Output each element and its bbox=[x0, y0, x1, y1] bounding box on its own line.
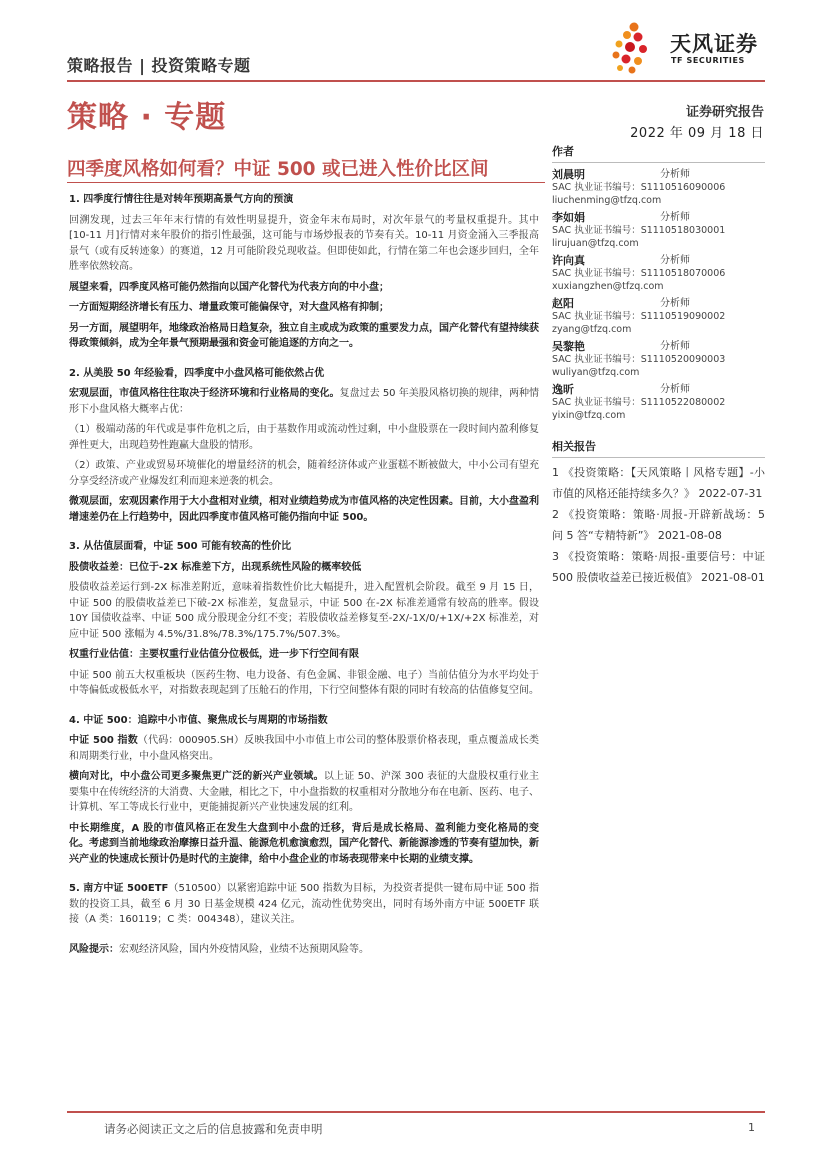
report-date: 2022 年 09 月 18 日 bbox=[630, 126, 764, 141]
author-cert: SAC 执业证书编号：S1110518030001 bbox=[552, 225, 726, 236]
author-email[interactable]: wuliyan@tfzq.com bbox=[552, 366, 640, 378]
paragraph-lead: 微观层面，宏观因素作用于大小盘相对业绩，相对业绩趋势成为市值风格的决定性因素。目前，大小盘盈利增速差仍在上行趋势中，因此四季度市值风格可能仍指向中证 500。 bbox=[69, 496, 539, 523]
author-cert: SAC 执业证书编号：S1110516090006 bbox=[552, 182, 726, 193]
paragraph-lead: 中证 500 指数 bbox=[69, 735, 138, 746]
author-name: 刘晨明 bbox=[552, 168, 585, 181]
report-type: 证券研究报告 bbox=[685, 105, 764, 120]
authors-heading: 作者 bbox=[552, 143, 765, 163]
paragraph-text: 复盘过去 50 年美股风格切换的规律，两种情形下小盘风格大概率占优： bbox=[69, 388, 540, 415]
section-heading: 1. 四季度行情往往是对转年预期高景气方向的预演 bbox=[69, 194, 294, 205]
section-heading: 4. 中证 500：追踪中小市值、聚焦成长与周期的市场指数 bbox=[69, 714, 328, 726]
related-heading: 相关报告 bbox=[552, 438, 765, 458]
logo-dots-icon bbox=[613, 23, 648, 74]
body-paragraph bbox=[69, 560, 539, 576]
author-name: 许向真 bbox=[552, 254, 585, 267]
author-entry bbox=[552, 296, 765, 336]
author-cert: SAC 执业证书编号：S1110520090003 bbox=[552, 354, 726, 365]
section-heading: 2. 从美股 50 年经验看，四季度中小盘风格可能依然占优 bbox=[69, 367, 325, 379]
related-reports bbox=[552, 438, 765, 588]
body-paragraph bbox=[69, 213, 539, 275]
sidebar bbox=[552, 143, 765, 588]
paragraph-text: 宏观经济风险，国内外疫情风险，业绩不达预期风险等。 bbox=[119, 943, 369, 955]
paragraph-lead: 股债收益差：已位于-2X 标准差下方，出现系统性风险的概率较低 bbox=[69, 561, 362, 573]
report-body bbox=[69, 192, 539, 962]
body-paragraph bbox=[69, 458, 539, 489]
related-list bbox=[552, 462, 765, 588]
logo-text-cn: 天风证券 bbox=[670, 32, 758, 56]
body-paragraph bbox=[69, 647, 539, 663]
paragraph-text: 股债收益差运行到-2X 标准差附近，意味着指数性价比大幅提升，进入配置机会阶段。截至 9 月 15 日，中证 500 的股债收益差已下破-2X 标准差，复盘显示，中证 500 在-2X 标准差通常有较高的胜率。假设 10Y 国债收益率、中证 500 成分股现金分红不变；若股债收益差修复至-2X/-1X/0/+1X/+2X 标准差，对应中证 500 涨幅为 4.5%/31.8%/78.3%/175.7%/507.3%。 bbox=[69, 582, 539, 640]
author-role: 分析师 bbox=[660, 255, 690, 266]
report-title: 四季度风格如何看？中证 500 或已进入性价比区间 bbox=[67, 159, 489, 180]
paragraph-lead: 展望来看，四季度风格可能仍然指向以国产化替代为代表方向的中小盘； bbox=[69, 281, 389, 293]
author-email[interactable]: lirujuan@tfzq.com bbox=[552, 237, 639, 249]
body-paragraph bbox=[69, 881, 539, 928]
paragraph-text: （代码：000905.SH）反映我国中小市值上市公司的整体股票价格表现，重点覆盖成长类和周期类行业，中小盘风格突出。 bbox=[69, 735, 539, 762]
disclaimer-note[interactable]: 请务必阅读正文之后的信息披露和免责申明 bbox=[104, 1122, 323, 1136]
paragraph-lead: 宏观层面，市值风格往往取决于经济环境和行业格局的变化。 bbox=[69, 388, 340, 399]
paragraph-text: （1）极端动荡的年代或是事件危机之后，由于基数作用或流动性过剩，中小盘股票在一段时间内盈利修复弹性更大，出现趋势性跑赢大盘股的情形。 bbox=[69, 424, 539, 451]
related-report-link[interactable]: 1 《投资策略：【天风策略丨风格专题】-小市值的风格还能持续多久？》 2022-07-31 bbox=[552, 466, 765, 500]
author-cert: SAC 执业证书编号：S1110518070006 bbox=[552, 268, 726, 279]
body-paragraph bbox=[69, 321, 539, 352]
paragraph-lead: 另一方面，展望明年，地缘政治格局日趋复杂，独立自主或成为政策的重要发力点，国产化替代有望持续获得政策倾斜，成为全年景气预期最强和资金可能追逐的方向之一。 bbox=[69, 322, 539, 349]
body-paragraph bbox=[69, 668, 539, 699]
body-paragraph bbox=[69, 422, 539, 453]
section-label: 策略 · 专题 bbox=[67, 100, 227, 135]
related-report-link[interactable]: 2 《投资策略：策略·周报-开辟新战场：5 问 5 答“专精特新”》 2021-08-08 bbox=[552, 508, 765, 542]
related-report-link[interactable]: 3 《投资策略：策略·周报-重要信号：中证 500 股债收益差已接近极值》 2021-08-01 bbox=[552, 550, 765, 584]
paragraph-text: 以上证 50、沪深 300 表征的大盘股权重行业主要集中在传统经济的大消费、大金融，相比之下，中小盘指数的权重相对分散地分布在电新、医药、电子、计算机、军工等成长行业中，更能捕捉新兴产业快速发展的红利。 bbox=[69, 771, 540, 813]
page-number: 1 bbox=[748, 1121, 755, 1134]
body-paragraph bbox=[69, 769, 539, 816]
paragraph-lead: 横向对比，中小盘公司更多聚焦更广泛的新兴产业领域。 bbox=[69, 771, 324, 782]
author-entry bbox=[552, 210, 765, 250]
body-paragraph bbox=[69, 300, 539, 316]
paragraph-text: 回溯发现，过去三年年末行情的有效性明显提升，资金年末布局时，对次年景气的考量权重提升。其中[10-11 月]行情对来年股价的指引性最强，这可能与市场炒报表的节奏有关。10-11 月资金涌入三季报高景气（或有反转迹象）的赛道，12 月可能阶段兑现收益。但即使如此，行情在第二年也会逐步回归，全年胜率依然较高。 bbox=[69, 214, 539, 272]
paragraph-lead: 5. 南方中证 500ETF bbox=[69, 883, 169, 894]
report-category: 策略报告 | 投资策略专题 bbox=[67, 56, 251, 75]
body-paragraph bbox=[69, 494, 539, 525]
author-cert: SAC 执业证书编号：S1110519090002 bbox=[552, 311, 726, 322]
author-entry bbox=[552, 382, 765, 422]
author-role: 分析师 bbox=[660, 169, 690, 180]
paragraph-text: 中证 500 前五大权重板块（医药生物、电力设备、有色金属、非银金融、电子）当前估值分为水平均处于中等偏低或极低水平，对指数表现起到了压舱石的作用，下行空间整体有限的同时有较高的估值修复空间。 bbox=[69, 669, 539, 696]
paragraph-lead: 权重行业估值：主要权重行业估值分位极低，进一步下行空间有限 bbox=[69, 649, 359, 660]
author-email[interactable]: liuchenming@tfzq.com bbox=[552, 194, 662, 206]
author-list bbox=[552, 167, 765, 422]
author-role: 分析师 bbox=[660, 298, 690, 309]
author-name: 逸昕 bbox=[552, 383, 574, 396]
author-role: 分析师 bbox=[660, 341, 690, 352]
body-paragraph bbox=[69, 386, 539, 417]
paragraph-lead: 风险提示： bbox=[69, 943, 119, 955]
header-divider bbox=[67, 80, 765, 82]
body-paragraph bbox=[69, 733, 539, 764]
section-heading: 3. 从估值层面看，中证 500 可能有较高的性价比 bbox=[69, 541, 292, 552]
author-name: 吴黎艳 bbox=[552, 340, 585, 353]
author-email[interactable]: yixin@tfzq.com bbox=[552, 409, 626, 421]
logo-text-en: TF SECURITIES bbox=[671, 56, 745, 65]
author-name: 李如娟 bbox=[552, 211, 585, 224]
author-entry bbox=[552, 167, 765, 207]
paragraph-lead: 一方面短期经济增长有压力、增量政策可能偏保守，对大盘风格有抑制； bbox=[69, 302, 389, 313]
paragraph-text: （510500）以紧密追踪中证 500 指数为目标，为投资者提供一键布局中证 500 指数的投资工具，截至 6 月 30 日基金规模 424 亿元，流动性优势突出，同时有场外南方中证 500ETF 联接（A 类：160119；C 类：004348），建议关注。 bbox=[69, 883, 540, 925]
author-role: 分析师 bbox=[660, 384, 690, 395]
footer-divider bbox=[67, 1111, 765, 1113]
author-email[interactable]: zyang@tfzq.com bbox=[552, 323, 632, 335]
author-role: 分析师 bbox=[660, 212, 690, 223]
author-entry bbox=[552, 253, 765, 293]
body-paragraph bbox=[69, 942, 539, 958]
title-divider bbox=[67, 182, 545, 183]
author-name: 赵阳 bbox=[552, 297, 574, 310]
author-entry bbox=[552, 339, 765, 379]
paragraph-text: （2）政策、产业或贸易环境催化的增量经济的机会，随着经济体或产业蛋糕不断被做大，中小公司有望充分享受经济或产业爆发红利而迎来逆袭的机会。 bbox=[69, 460, 539, 487]
author-email[interactable]: xuxiangzhen@tfzq.com bbox=[552, 280, 664, 292]
body-paragraph bbox=[69, 280, 539, 296]
body-paragraph bbox=[69, 821, 539, 868]
body-paragraph bbox=[69, 580, 539, 642]
author-cert: SAC 执业证书编号：S1110522080002 bbox=[552, 397, 726, 408]
paragraph-lead: 中长期维度，A 股的市值风格正在发生大盘到中小盘的迁移，背后是成长格局、盈利能力变化格局的变化。考虑到当前地缘政治摩擦日益升温、能源危机愈演愈烈，国产化替代、新能源渗透的节奏有望加快，新兴产业的快速成长预计仍是时代的主旋律，给中小盘企业的市场表现带来中长期的业绩支撑。 bbox=[69, 822, 539, 865]
